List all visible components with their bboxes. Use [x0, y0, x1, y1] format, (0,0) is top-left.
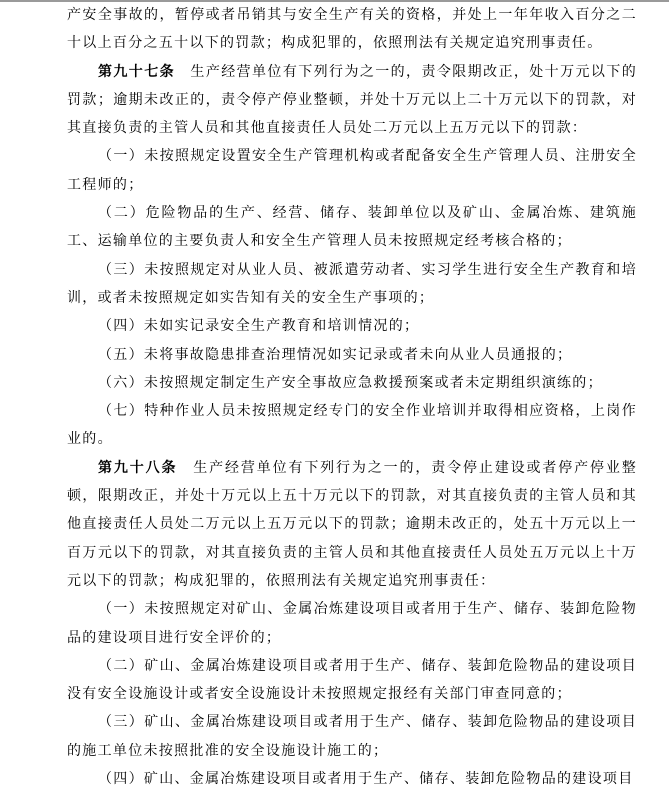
paragraph-text: （三）未按照规定对从业人员、被派遣劳动者、实习学生进行安全生产教育和培训，或者未按照规定如实告知有关的安全生产事项的； [67, 262, 637, 306]
article-98-item-2 [67, 653, 637, 710]
paragraph-text: （二）矿山、金属冶炼建设项目或者用于生产、储存、装卸危险物品的建设项目没有安全设施设计或者安全设施设计未按照规定报经有关部门审查同意的； [67, 658, 637, 703]
paragraph-text: （七）特种作业人员未按照规定经专门的安全作业培训并取得相应资格，上岗作业的。 [67, 404, 637, 448]
paragraph-text: （一）未按照规定对矿山、金属冶炼建设项目或者用于生产、储存、装卸危险物品的建设项目进行安全评价的； [67, 602, 637, 646]
article-97-item-2 [67, 200, 637, 257]
article-97-item-1 [67, 143, 637, 200]
paragraph-text: 产安全事故的，暂停或者吊销其与安全生产有关的资格，并处上一年年收入百分之二十以上百分之五十以下的罚款；构成犯罪的，依照刑法有关规定追究刑事责任。 [67, 8, 637, 52]
paragraph-text: （四）矿山、金属冶炼建设项目或者用于生产、储存、装卸危险物品的建设项目 [98, 772, 634, 788]
paragraph-text: （一）未按照规定设置安全生产管理机构或者配备安全生产管理人员、注册安全工程师的； [67, 149, 637, 193]
article-97-number: 第九十七条 [98, 64, 176, 80]
paragraph-continuation [67, 2, 637, 59]
paragraph-text: （三）矿山、金属冶炼建设项目或者用于生产、储存、装卸危险物品的建设项目的施工单位未按照批准的安全设施设计施工的； [67, 715, 637, 759]
article-98-paragraph [67, 455, 637, 596]
article-97-item-3 [67, 257, 637, 314]
paragraph-text: （四）未如实记录安全生产教育和培训情况的； [98, 319, 420, 335]
paragraph-text: 生产经营单位有下列行为之一的，责令限期改正，处十万元以下的罚款；逾期未改正的，责令停产停业整顿，并处十万元以上二十万元以下的罚款，对其直接负责的主管人员和其他直接责任人员处二万元以上五万元以下的罚款： [67, 64, 637, 137]
article-97-item-5 [67, 342, 637, 370]
article-98-number: 第九十八条 [98, 460, 178, 476]
document-page [0, 2, 669, 794]
article-98-item-3 [67, 709, 637, 766]
article-98-item-1 [67, 596, 637, 653]
article-97-item-4 [67, 313, 637, 341]
paragraph-text: （五）未将事故隐患排查治理情况如实记录或者未向从业人员通报的； [98, 347, 573, 363]
paragraph-text: （二）危险物品的生产、经营、储存、装卸单位以及矿山、金属冶炼、建筑施工、运输单位的主要负责人和安全生产管理人员未按照规定经考核合格的； [67, 206, 637, 250]
article-98-item-4-truncated [67, 766, 637, 794]
paragraph-text: 生产经营单位有下列行为之一的，责令停止建设或者停产停业整顿，限期改正，并处十万元以上五十万元以下的罚款，对其直接负责的主管人员和其他直接责任人员处二万元以上五万元以下的罚款；逾期未改正的，处五十万元以上一百万元以下的罚款，对其直接负责的主管人员和其他直接责任人员处五万元以上十万元以下的罚款；构成犯罪的，依照刑法有关规定追究刑事责任： [67, 460, 638, 589]
article-97-item-7 [67, 398, 637, 455]
article-97-paragraph [67, 59, 637, 144]
paragraph-text: （六）未按照规定制定生产安全事故应急救援预案或者未定期组织演练的； [98, 375, 603, 391]
article-97-item-6 [67, 370, 637, 398]
